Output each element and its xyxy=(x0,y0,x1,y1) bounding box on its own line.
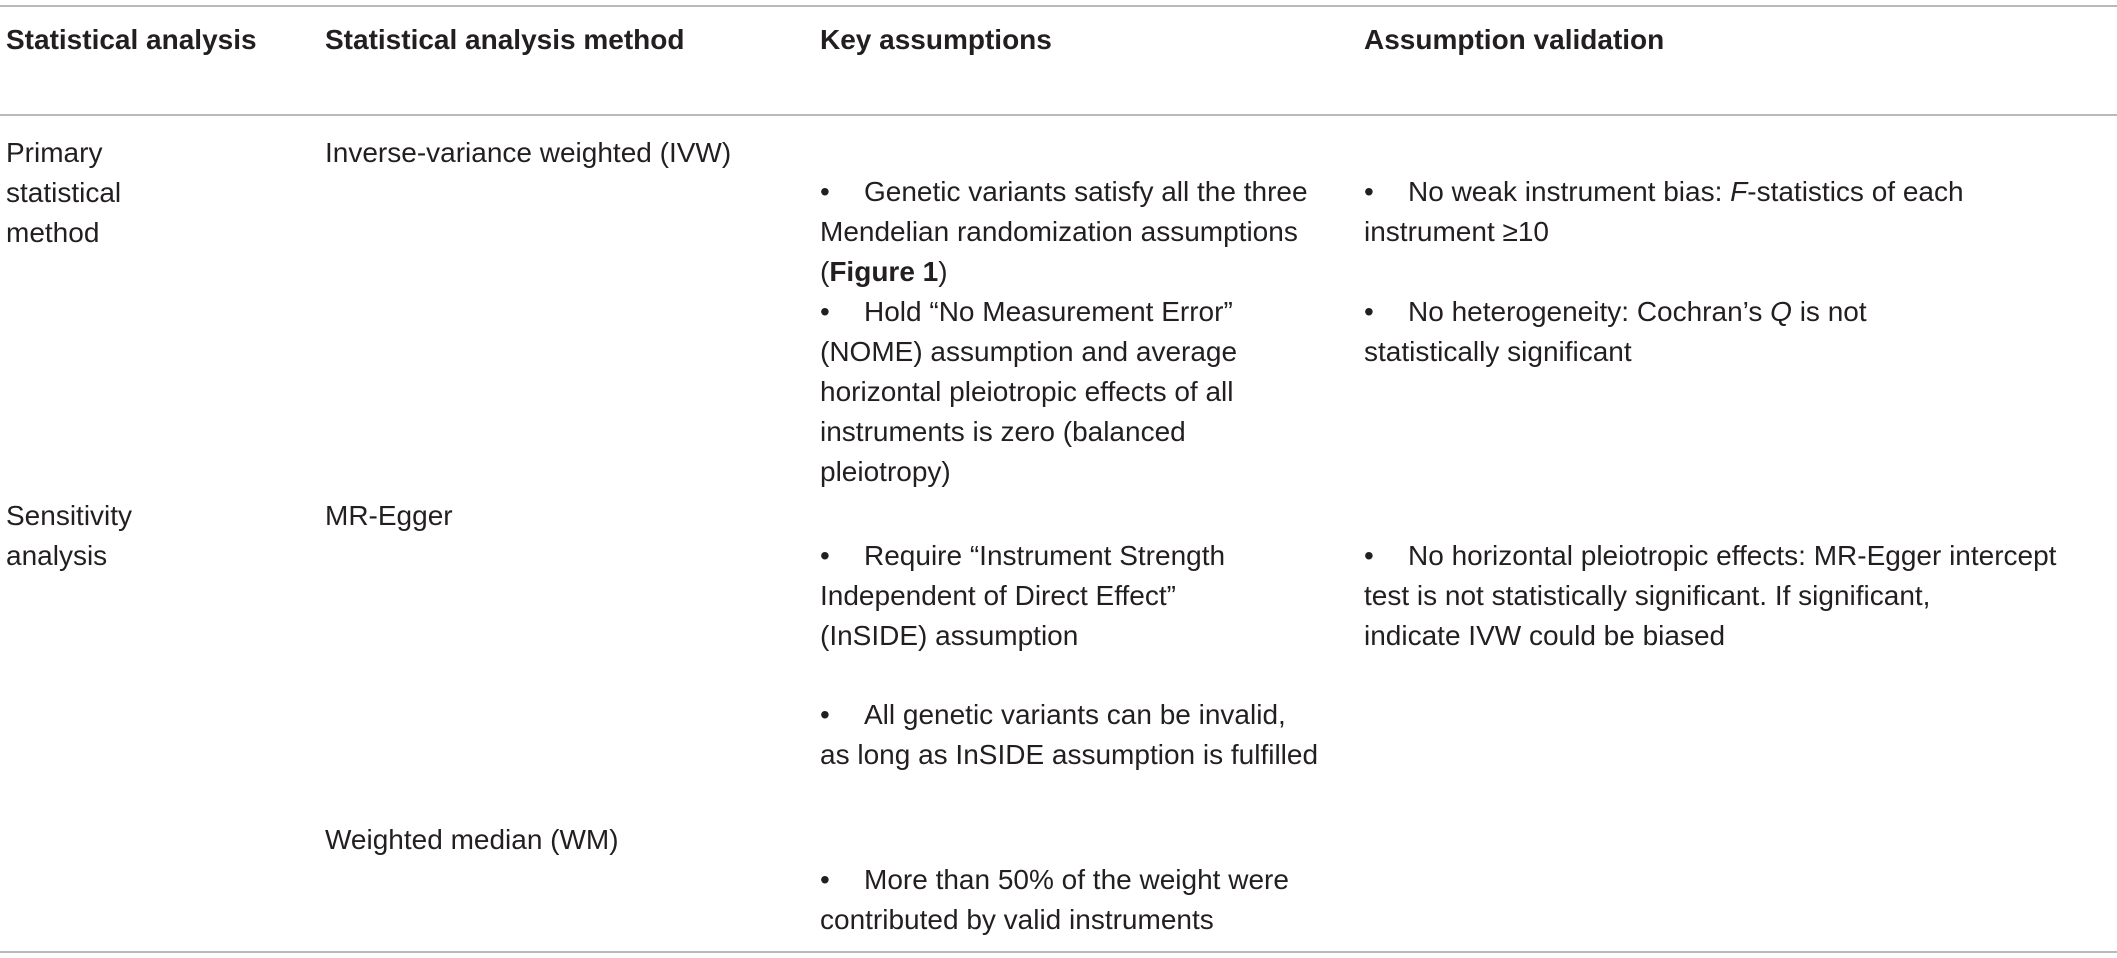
row2-assumption-2-line: All genetic variants can be invalid, xyxy=(864,699,1286,730)
row3-method: Weighted median (WM) xyxy=(325,824,619,855)
row2-validation-1 xyxy=(1364,536,2104,656)
paren-close: ) xyxy=(938,256,948,287)
bullet-icon: • xyxy=(820,864,830,895)
q-statistic-symbol: Q xyxy=(1770,296,1792,327)
row2-assumption-2 xyxy=(820,695,1380,775)
bullet-icon: • xyxy=(820,699,830,730)
row1-assumption-1 xyxy=(820,172,1340,292)
row3-assumption-1-line: More than 50% of the weight were xyxy=(864,864,1289,895)
bullet-icon: • xyxy=(820,296,830,327)
row1-assumption-2-line: Hold “No Measurement Error” xyxy=(864,296,1233,327)
row3-assumption-1 xyxy=(820,860,1340,940)
f-statistic-symbol: F xyxy=(1730,176,1748,207)
row2-assumption-1-line: (InSIDE) assumption xyxy=(820,620,1079,651)
row1-analysis xyxy=(6,133,121,253)
table-header-rule xyxy=(0,114,2117,116)
row2-validation-1-line: No horizontal pleiotropic effects: MR-Egger intercept xyxy=(1408,540,2057,571)
row1-assumption-1-line: Genetic variants satisfy all the three xyxy=(864,176,1308,207)
row1-assumption-1-line: Mendelian randomization assumptions xyxy=(820,216,1298,247)
row1-assumption-2-line: instruments is zero (balanced xyxy=(820,416,1186,447)
table-top-rule xyxy=(0,5,2117,7)
row2-assumption-1 xyxy=(820,536,1340,656)
row1-validation-1-text: No weak instrument bias: xyxy=(1408,176,1731,207)
row1-validation-1-text: -statistics of each xyxy=(1747,176,1964,207)
row1-analysis-line: statistical xyxy=(6,177,122,208)
figure-1-reference: Figure 1 xyxy=(829,256,939,287)
row1-validation-1-line: instrument ≥10 xyxy=(1364,216,1550,247)
row1-validation-2-text: No heterogeneity: Cochran’s xyxy=(1408,296,1771,327)
header-statistical-analysis: Statistical analysis xyxy=(6,24,257,55)
row2-analysis-line: Sensitivity xyxy=(6,500,133,531)
row1-analysis-line: method xyxy=(6,217,100,248)
row1-validation-2 xyxy=(1364,292,2104,372)
header-assumption-validation: Assumption validation xyxy=(1364,24,1665,55)
header-key-assumptions: Key assumptions xyxy=(820,24,1052,55)
row3-assumption-1-line: contributed by valid instruments xyxy=(820,904,1214,935)
bullet-icon: • xyxy=(1364,176,1374,207)
row2-analysis-line: analysis xyxy=(6,540,108,571)
row1-validation-2-text: is not xyxy=(1791,296,1867,327)
row1-assumption-1-line xyxy=(820,252,1340,292)
table-bottom-rule xyxy=(0,951,2117,953)
bullet-icon: • xyxy=(820,540,830,571)
row2-validation-1-line: test is not statistically significant. If significant, xyxy=(1364,580,1931,611)
paren-open: ( xyxy=(820,256,830,287)
row2-assumption-1-line: Require “Instrument Strength xyxy=(864,540,1226,571)
bullet-icon: • xyxy=(820,176,830,207)
row1-assumption-2-line: (NOME) assumption and average xyxy=(820,336,1238,367)
row2-assumption-2-line: as long as InSIDE assumption is fulfilled xyxy=(820,739,1319,770)
row1-analysis-line: Primary xyxy=(6,137,103,168)
row1-validation-1 xyxy=(1364,172,2104,252)
row1-assumption-2-line: horizontal pleiotropic effects of all xyxy=(820,376,1234,407)
bullet-icon: • xyxy=(1364,540,1374,571)
row1-method: Inverse-variance weighted (IVW) xyxy=(325,137,732,168)
row1-validation-2-line: statistically significant xyxy=(1364,336,1632,367)
row1-assumption-2-line: pleiotropy) xyxy=(820,456,951,487)
bullet-icon: • xyxy=(1364,296,1374,327)
row1-assumption-2 xyxy=(820,292,1340,492)
row2-method: MR-Egger xyxy=(325,500,453,531)
header-statistical-analysis-method: Statistical analysis method xyxy=(325,24,685,55)
row2-analysis xyxy=(6,496,132,576)
row2-validation-1-line: indicate IVW could be biased xyxy=(1364,620,1726,651)
row2-assumption-1-line: Independent of Direct Effect” xyxy=(820,580,1176,611)
